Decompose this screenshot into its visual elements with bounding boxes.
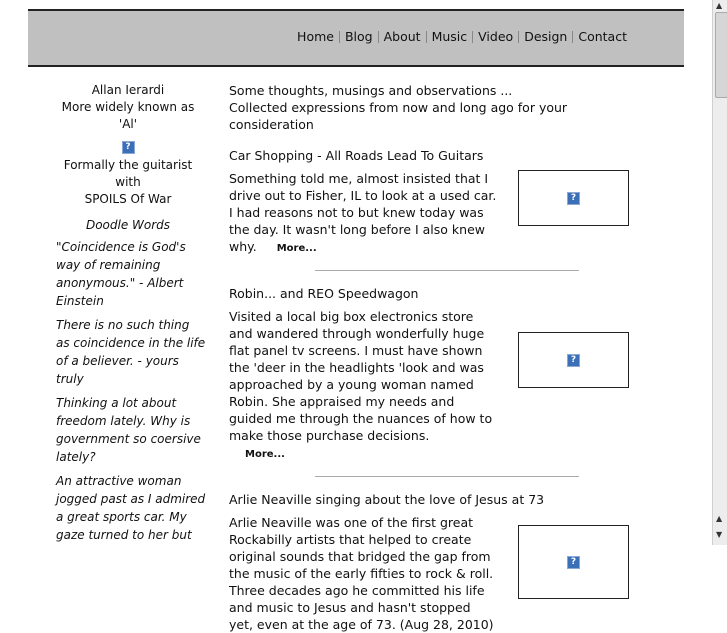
main-content [229,82,629,633]
missing-image-icon: ? [567,354,580,367]
page [28,0,684,632]
post [229,285,629,477]
quote-item: Thinking a lot about freedom lately. Why is government so coersive lately? [56,396,201,464]
missing-image-icon: ? [567,192,580,205]
post-excerpt: Visited a local big box electronics store and wandered through wonderfully huge flat panel tv screens. I must have shown the 'deer in the headlights 'look and was approached by a young woman named Robin. She appraised my needs and guided me through the nuances of how to make those purchase decisions. [229,309,493,443]
post-excerpt: Arlie Neaville was one of the first great Rockabilly artists that helped to create original sounds that bridged the gap from the music of the early fifties to rock & roll. Three decades ago he committed his life and music to Jesus and hasn't stopped yet, even at the age of 73. (Aug 28, 2010) [229,515,494,632]
author-with: with [115,175,141,189]
post [229,491,629,633]
nav-separator [378,31,379,43]
intro-line: Some thoughts, musings and observations ... [229,83,513,98]
post-title[interactable]: Arlie Neaville singing about the love of Jesus at 73 [229,492,545,507]
post-title[interactable]: Car Shopping - All Roads Lead To Guitars [229,148,484,163]
vertical-scrollbar[interactable] [712,0,727,545]
nav-separator [339,31,340,43]
nav-separator [472,31,473,43]
author-name: Allan Ierardi [91,83,165,97]
author-nickname: 'Al' [118,117,138,131]
nav-design[interactable]: Design [524,29,568,44]
missing-image-icon: ? [122,141,135,154]
post-excerpt: Something told me, almost insisted that I drive out to Fisher, IL to look at a used car. I had reasons not to but knew today was the day. It wasn't long before I also knew why. [229,171,497,254]
scroll-up-icon[interactable]: ▲ [716,514,723,523]
post-divider [315,476,579,477]
quote-item: There is no such thing as coincidence in the life of a believer. - yours truly [56,318,206,386]
nav-separator [518,31,519,43]
quote-item: "Coincidence is God's way of remaining anonymous." - Albert Einstein [56,240,186,308]
nav-separator [426,31,427,43]
nav-blog[interactable]: Blog [344,29,373,44]
post-thumbnail[interactable] [518,170,629,226]
nav-contact[interactable]: Contact [578,29,627,44]
post-thumbnail[interactable] [518,525,629,599]
nav-video[interactable]: Video [478,29,514,44]
nav-music[interactable]: Music [431,29,468,44]
scroll-up-icon[interactable]: ▲ [716,1,723,10]
sidebar [28,82,228,544]
post [229,147,629,271]
author-formerly: Formally the guitarist [63,158,193,172]
scrollbar-thumb[interactable] [715,12,727,98]
more-link[interactable]: More... [245,449,285,460]
band-name: SPOILS Of War [84,192,172,206]
post-title[interactable]: Robin... and REO Speedwagon [229,286,419,301]
quote-item: An attractive woman jogged past as I admired a great sports car. My gaze turned to her but [56,474,206,542]
intro-line: Collected expressions from now and long ago for your consideration [229,100,568,132]
header-bar [28,11,684,67]
post-thumbnail[interactable] [518,332,629,388]
missing-image-icon: ? [567,556,580,569]
nav-separator [572,31,573,43]
more-link[interactable]: More... [276,243,317,254]
nav-home[interactable]: Home [297,29,334,44]
nav-about[interactable]: About [383,29,421,44]
author-aka: More widely known as [61,100,195,114]
doodle-words-heading: Doodle Words [85,218,171,232]
scroll-down-icon[interactable]: ▼ [716,530,723,539]
post-divider [315,270,579,271]
author-block [28,82,228,208]
main-nav [297,29,627,44]
